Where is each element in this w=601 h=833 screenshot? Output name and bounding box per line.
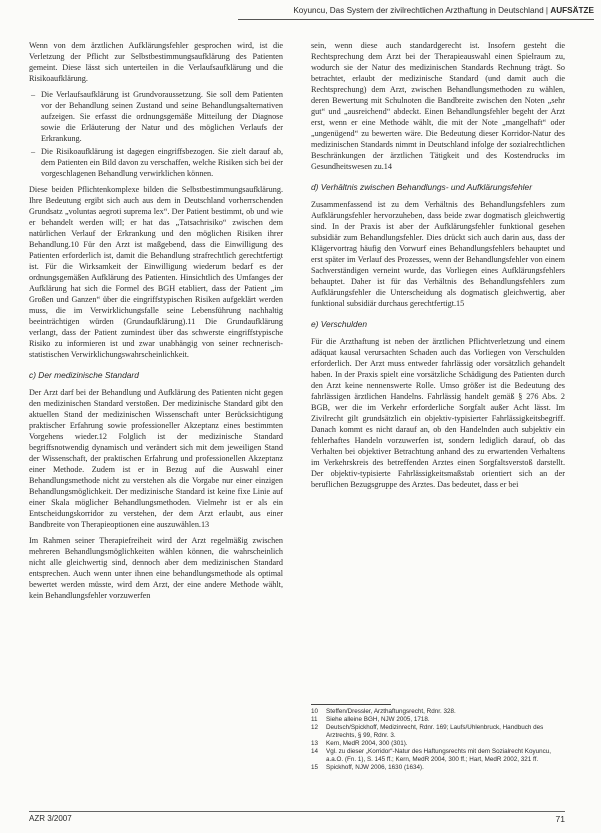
- journal-issue: AZR 3/2007: [29, 814, 72, 823]
- paragraph: Im Rahmen seiner Therapiefreiheit wird der Arzt regelmäßig zwischen mehreren Behandlungsmöglichkeiten wählen können, die wahrscheinlich nicht alle gleichwertig sind, dennoch aber dem medizinischen Standard entsprechen. Auch wenn unter ihnen eine behandlungsmethode als optimal bewertet werden müsste, wird dem Arzt, der eine andere Methode wählt, kein Behandlungsfehler vorzuwerfen: [29, 536, 283, 600]
- footnote: [311, 748, 565, 764]
- footnote: [311, 716, 565, 724]
- page-number: 71: [555, 814, 565, 824]
- dash-bullet: –: [31, 147, 36, 156]
- footnotes: [311, 708, 565, 806]
- list-item: [29, 146, 283, 179]
- footnote-number: 10: [311, 708, 319, 715]
- footnote-number: 11: [311, 716, 318, 723]
- footnote-rule: [311, 704, 391, 705]
- footnote: [311, 708, 565, 716]
- paragraph: sein, wenn diese auch standardgerecht ist. Insofern gesteht die Rechtsprechung dem Arzt bei der Therapieauswahl einen Spielraum zu, wodurch sie der Natur des medizinischen Standards Rechnung trägt. So betrachtet, erlaubt der medizinische Standard (und damit auch die Rechtsprechung) dem Arzt, zwischen Behandlungsmethoden zu wählen, deren Bewertung mit Schulnoten die Bandbreite zwischen den Noten „sehr gut“ und „ausreichend“ abdeckt. Einen Behandlungsfehler begeht der Arzt erst, wenn er eine Methode wählt, die mit der Note „mangelhaft“ oder „ungenügend“ zu bewerten wäre. Die Bedeutung dieser Korridor-Natur des medizinischen Standards nimmt in Deutschland infolge der sozialrechtlichen Beschränkungen der ärztlichen Tätigkeit und des Kostendrucks im Gesundheitswesen zu.14: [311, 41, 565, 171]
- footnote-number: 13: [311, 740, 319, 747]
- footnote: [311, 764, 565, 772]
- paragraph: Diese beiden Pflichtenkomplexe bilden die Selbstbestimmungsaufklärung. Ihre Bedeutung ergibt sich auch aus dem in Deutschland vorherrschenden Grundsatz „voluntas aegroti suprema lex“. Der Patient bestimmt, ob und wie er behandelt werden will; er hat das „Tatsachrisiko“ zwischen dem natürlichen Verlauf der Erkrankung und den möglichen Risiken ihrer Behandlung.10 Für den Arzt ist maßgebend, dass die Einwilligung des Patienten erforderlich ist, damit die Behandlung strafrechtlich gerechtfertigt ist. Für die Wirksamkeit der Einwilligung wiederum bedarf es der ordnungsgemäßen Aufklärung des Patienten. Hinsichtlich des Umfanges der Aufklärung hat sich die Formel des BGH etabliert, dass der Patient „im Großen und Ganzen“ über die eingriffstypischen Risiken aufgeklärt werden muss, die im Verwirklichungsfalle seine Lebensführung nachhaltig beeinträchtigen würden (Grundaufklärung).11 Die Grundaufklärung verlangt, dass der Patient zumindest über das schwerste eingriffstypische Risiko zu informieren ist und zwar unabhängig von seiner rechnerisch-statistischen Verwirklichungswahrscheinlichkeit.: [29, 185, 283, 359]
- paragraph: Für die Arzthaftung ist neben der ärztlichen Pflichtverletzung und einem adäquat kausal verursachten Schaden auch das Vorliegen von Verschulden erforderlich. Der Arzt muss entweder fahrlässig oder vorsätzlich gehandelt haben. In der Praxis spielt eine vorsätzliche Schädigung des Patienten durch den Arzt keine nennenswerte Rolle. Umso größer ist die Bedeutung des fahrlässigen ärztlichen Handelns. Fahrlässig handelt gemäß § 276 Abs. 2 BGB, wer die im Verkehr erforderliche Sorgfalt außer Acht lässt. Im Zivilrecht gilt grundsätzlich ein objektiv-typisierter Fahrlässigkeitsbegriff. Danach kommt es nicht darauf an, ob den Handelnden auch subjektiv ein fehlerhaftes Handeln vorzuwerfen ist, sondern lediglich darauf, ob das Verhalten bei objektiver Betrachtung anhand des zu erwartenden Verhaltens im Verkehrskreis des betreffenden Arztes einen Sorgfaltsverstoß darstellt. Der objektiv-typisierte Fahrlässigkeitsmaßstab orientiert sich an der beruflichen Bezugsgruppe des Arztes. Das bedeutet, dass er bei: [311, 337, 565, 489]
- footnote-number: 14: [311, 748, 319, 755]
- list-item: [29, 89, 283, 144]
- left-column: [29, 40, 283, 814]
- footnote: [311, 724, 565, 740]
- footnote-text: Kern, MedR 2004, 300 (301).: [326, 740, 408, 747]
- section-label: AUFSÄTZE: [550, 6, 594, 15]
- running-header: [238, 6, 594, 20]
- section-heading-e: e) Verschulden: [311, 319, 368, 329]
- section-heading-c: c) Der medizinische Standard: [29, 370, 139, 380]
- footnote-text: Vgl. zu dieser „Korridor“-Natur des Haftungsrechts mit dem Sozialrecht Koyuncu, a.a.O. (Fn. 1), S. 145 ff.; Kern, MedR 2004, 300 ff.; Hart, MedR 2002, 321 ff.: [326, 748, 552, 763]
- footer-rule: [29, 811, 565, 812]
- paragraph: Der Arzt darf bei der Behandlung und Aufklärung des Patienten nicht gegen den medizinischen Standard verstoßen. Der medizinische Standard gibt den aktuellen Stand der medizinischen Wissenschaft unter Berücksichtigung praktischer Erfahrung sowie professioneller Akzeptanz eines bestimmten Vorgehens wieder.12 Folglich ist der medizinische Standard begriffsnotwendig dynamisch und verändert sich mit dem jeweiligen Stand der Wissenschaft, der praktischen Erfahrung und professionellen Akzeptanz einer Methode. Zudem ist er in Bezug auf die Auswahl einer Behandlungsmethode nicht zu verstehen als die Vorgabe nur einer einzigen Behandlungsmöglichkeit. Der medizinische Standard ist keine fixe Linie auf einer Skala möglicher Behandlungsmethoden. Vielmehr ist er als ein Entscheidungskorridor zu verstehen, der dem Arzt erlaubt, aus einer Bandbreite von Therapieoptionen eine auszuwählen.13: [29, 388, 283, 529]
- header-rule: [238, 19, 594, 20]
- footnote-text: Siehe alleine BGH, NJW 2005, 1718.: [326, 716, 430, 723]
- footnote-number: 15: [311, 764, 319, 771]
- footnote-text: Deutsch/Spickhoff, Medizinrecht, Rdnr. 169; Laufs/Uhlenbruck, Handbuch des Arztrechts, § 99, Rdnr. 3.: [326, 724, 544, 739]
- bullet-list: [29, 89, 283, 179]
- footnote-number: 12: [311, 724, 319, 731]
- footnote-text: Steffen/Dressler, Arzthaftungsrecht, Rdnr. 328.: [326, 708, 456, 715]
- paragraph: Wenn von dem ärztlichen Aufklärungsfehler gesprochen wird, ist die Verletzung der Pflicht zur Selbstbestimmungsaufklärung des Patienten gemeint. Diese lässt sich unterteilen in die Verlaufsaufklärung und die Risikoaufklärung.: [29, 41, 283, 83]
- footnote: [311, 740, 565, 748]
- right-column: [311, 40, 565, 708]
- section-heading-d: d) Verhältnis zwischen Behandlungs- und Aufklärungsfehler: [311, 182, 532, 192]
- list-item-text: Die Risikoaufklärung ist dagegen eingriffsbezogen. Sie zielt darauf ab, dem Patienten ein Bild davon zu verschaffen, welche Risiken sich bei der vorgeschlagenen Behandlung verwirklichen können.: [41, 147, 283, 178]
- paragraph: Zusammenfassend ist zu dem Verhältnis des Behandlungsfehlers zum Aufklärungsfehler hervorzuheben, dass beide zwar dogmatisch gleichwertig sind. In der Praxis ist aber der Aufklärungsfehler funktional gesehen subsidiär zum Behandlungsfehler. Dies drückt sich auch darin aus, dass der Klägervortrag häufig den Vorwurf eines Behandlungsfehlers behauptet und erst später im Verlauf des Prozesses, wenn der Behandlungsfehler von einem Sachverständigen verneint wurde, das Vorliegen eines Aufklärungsfehlers behauptet. Daher ist für das Verhältnis des Behandlungsfehlers zum Aufklärungsfehler die Unterscheidung als dogmatisch gleichwertig, aber funktional subsidiär durchaus gerechtfertigt.15: [311, 200, 565, 308]
- dash-bullet: –: [31, 90, 36, 99]
- running-title: Koyuncu, Das System der zivilrechtlichen Arzthaftung in Deutschland |: [293, 6, 549, 15]
- footnote-text: Spickhoff, NJW 2006, 1630 (1634).: [326, 764, 424, 771]
- list-item-text: Die Verlaufsaufklärung ist Grundvoraussetzung. Sie soll dem Patienten vor der Behandlung seinen Zustand und seine Behandlungsalternativen aufzeigen. Sie erfasst die ordnungsgemäße Mitteilung der Diagnose sowie die Erläuterung der Natur und des möglichen Verlaufs der Erkrankung.: [41, 90, 283, 143]
